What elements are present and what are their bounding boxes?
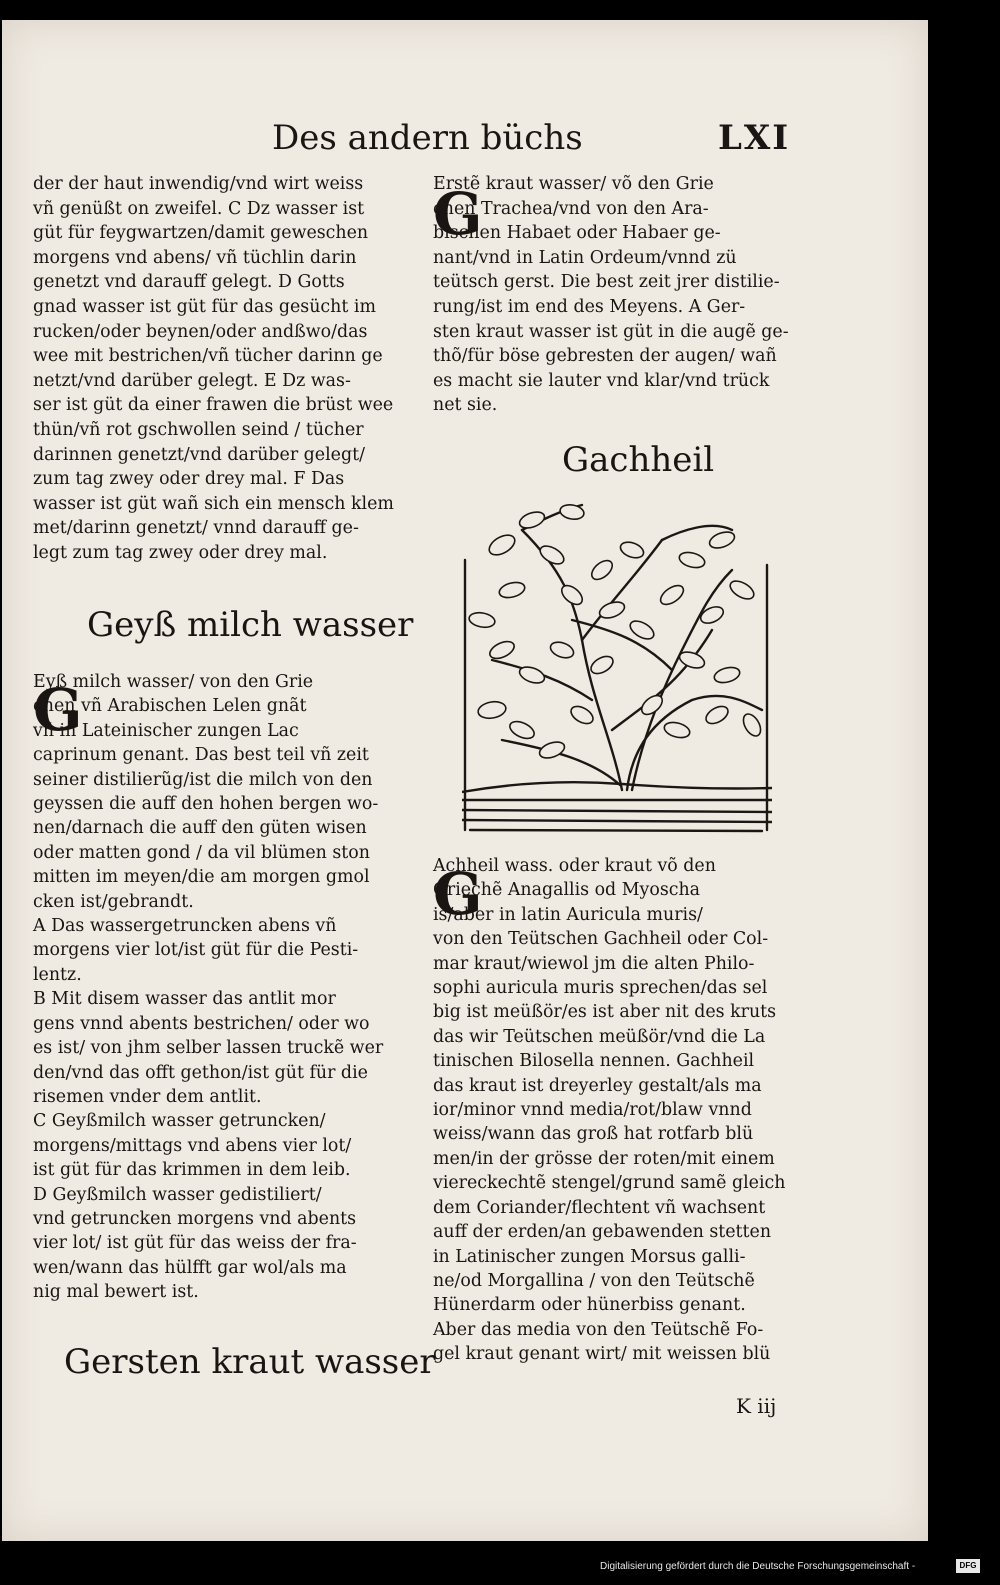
section-heading-gachheil: Gachheil xyxy=(562,440,715,480)
text-line: mar kraut/wiewol jm die alten Philo- xyxy=(433,953,755,974)
text-line: is/aber in latin Auricula muris/ xyxy=(433,904,703,925)
text-line: nig mal bewert ist. xyxy=(33,1282,199,1303)
text-line: in Latinischer zungen Morsus galli- xyxy=(433,1246,746,1267)
text-line: gel kraut genant wirt/ mit weissen blü xyxy=(433,1344,771,1365)
text-line: wee mit bestrichen/vñ tücher darinn ge xyxy=(33,346,383,367)
text-line: seiner distilierũg/ist die milch von den xyxy=(33,769,373,790)
text-line: risemen vnder dem antlit. xyxy=(33,1086,262,1107)
text-line: rung/ist im end des Meyens. A Ger- xyxy=(433,296,746,317)
text-line: legt zum tag zwey oder drey mal. xyxy=(33,542,328,563)
text-line: C Geyßmilch wasser getruncken/ xyxy=(33,1111,326,1132)
text-line: das wir Teütschen meüßör/vnd die La xyxy=(433,1026,766,1047)
text-line: lentz. xyxy=(33,964,82,985)
text-line: morgens vnd abens/ vñ tüchlin darin xyxy=(33,247,357,268)
text-line: von den Teütschen Gachheil oder Col- xyxy=(433,929,769,950)
text-line: Eyß milch wasser/ von den Grie xyxy=(33,672,314,692)
text-line: vier lot/ ist güt für das weiss der fra- xyxy=(33,1233,357,1254)
running-head-title: Des andern büchs xyxy=(272,118,583,158)
text-line: genetzt vnd darauff gelegt. D Gotts xyxy=(33,272,345,293)
text-line: vñ genüßt on zweifel. C Dz wasser ist xyxy=(33,198,365,219)
text-line: ist güt für das krimmen in dem leib. xyxy=(33,1160,351,1181)
section-heading-gersten-kraut: Gersten kraut wasser xyxy=(64,1342,436,1382)
plant-woodcut-illustration xyxy=(462,500,772,840)
decorated-initial: G xyxy=(433,860,483,928)
text-line: teütsch gerst. Die best zeit jrer distilie- xyxy=(433,272,780,293)
left-column-text xyxy=(33,172,418,566)
text-line: darinnen genetzt/vnd darüber gelegt/ xyxy=(33,444,365,465)
text-line: das kraut ist dreyerley gestalt/als ma xyxy=(433,1075,762,1096)
text-line: Hünerdarm oder hünerbiss genant. xyxy=(433,1295,746,1316)
text-line: caprinum genant. Das best teil vñ zeit xyxy=(33,745,369,766)
text-line: A Das wassergetruncken abens vñ xyxy=(33,916,337,937)
text-line: netzt/vnd darüber gelegt. E Dz was- xyxy=(33,370,351,391)
text-line: mitten im meyen/die am morgen gmol xyxy=(33,867,370,888)
text-line: bischen Habaet oder Habaer ge- xyxy=(433,223,721,244)
text-line: Griechẽ Anagallis od Myoscha xyxy=(433,880,701,901)
gersten-text xyxy=(433,172,813,418)
decorated-initial: G xyxy=(433,180,483,248)
text-line: wasser ist güt wañ sich ein mensch klem xyxy=(33,493,394,514)
text-line: wen/wann das hülfft gar wol/als ma xyxy=(33,1257,347,1278)
text-line: gnad wasser ist güt für das gesücht im xyxy=(33,296,376,317)
text-line: den/vnd das offt gethon/ist güt für die xyxy=(33,1062,368,1083)
text-line: gens vnnd abents bestrichen/ oder wo xyxy=(33,1013,370,1034)
text-line: geyssen die auff den hohen bergen wo- xyxy=(33,794,379,815)
text-line: es ist/ von jhm selber lassen truckẽ wer xyxy=(33,1038,384,1059)
text-line: güt für feygwartzen/damit geweschen xyxy=(33,223,369,244)
text-line: thõ/für böse gebresten der augen/ wañ xyxy=(433,346,777,367)
text-line: Aber das media von den Teütschẽ Fo- xyxy=(433,1319,764,1340)
text-line: weiss/wann das groß hat rotfarb blü xyxy=(433,1124,754,1145)
text-line: rucken/oder beynen/oder andßwo/das xyxy=(33,321,368,342)
section-heading-geyss-milch: Geyß milch wasser xyxy=(87,605,414,645)
text-line: B Mit disem wasser das antlit mor xyxy=(33,989,336,1010)
text-line: oder matten gond / da vil blümen ston xyxy=(33,842,370,863)
text-line: nant/vnd in Latin Ordeum/vnnd zü xyxy=(433,247,737,268)
text-line: chen vñ Arabischen Lelen gnãt xyxy=(33,696,307,717)
digitization-credit: Digitalisierung gefördert durch die Deutsche Forschungsgemeinschaft - xyxy=(600,1561,916,1572)
text-line: vnd getruncken morgens vnd abents xyxy=(33,1208,357,1229)
text-line: vñ in Lateinischer zungen Lac xyxy=(33,720,299,741)
text-line: D Geyßmilch wasser gedistiliert/ xyxy=(33,1184,322,1205)
text-line: morgens vier lot/ist güt für die Pesti- xyxy=(33,940,359,961)
gachheil-text xyxy=(433,854,785,1367)
text-line: cken ist/gebrandt. xyxy=(33,891,194,912)
text-line: der der haut inwendig/vnd wirt weiss xyxy=(33,174,364,194)
text-line: Erstẽ kraut wasser/ võ den Grie xyxy=(433,174,714,194)
text-line: net sie. xyxy=(433,395,498,416)
text-line: thün/vñ rot gschwollen seind / tücher xyxy=(33,419,364,440)
text-line: sten kraut wasser ist güt in die augẽ ge- xyxy=(433,321,789,342)
text-line: nen/darnach die auff den güten wisen xyxy=(33,818,367,839)
text-line: ior/minor vnnd media/rot/blaw vnnd xyxy=(433,1100,752,1121)
book-page xyxy=(2,20,928,1541)
folio-number: LXI xyxy=(718,118,791,158)
text-line: ser ist güt da einer frawen die brüst wee xyxy=(33,395,394,416)
dfg-logo: DFG xyxy=(956,1559,980,1573)
text-line: ne/od Morgallina / von den Teütschẽ xyxy=(433,1270,755,1291)
geyss-milch-text xyxy=(33,670,383,1305)
text-line: met/darinn genetzt/ vnnd darauff ge- xyxy=(33,518,359,539)
text-line: dem Coriander/flechtent vñ wachsent xyxy=(433,1197,766,1218)
text-line: auff der erden/an gebawenden stetten xyxy=(433,1222,772,1243)
text-line: morgens/mittags vnd abens vier lot/ xyxy=(33,1135,352,1156)
text-line: big ist meüßör/es ist aber nit des kruts xyxy=(433,1002,777,1023)
text-line: Achheil wass. oder kraut võ den xyxy=(433,856,716,876)
signature-mark: K iij xyxy=(736,1394,777,1418)
text-line: tinischen Bilosella nennen. Gachheil xyxy=(433,1051,755,1072)
text-line: es macht sie lauter vnd klar/vnd trück xyxy=(433,370,770,391)
text-line: men/in der grösse der roten/mit einem xyxy=(433,1148,775,1169)
text-line: chen Trachea/vnd von den Ara- xyxy=(433,198,709,219)
decorated-initial: G xyxy=(33,676,83,744)
text-line: zum tag zwey oder drey mal. F Das xyxy=(33,469,345,490)
text-line: sophi auricula muris sprechen/das sel xyxy=(433,978,768,999)
text-line: viereckechtẽ stengel/grund samẽ gleich xyxy=(433,1173,786,1194)
